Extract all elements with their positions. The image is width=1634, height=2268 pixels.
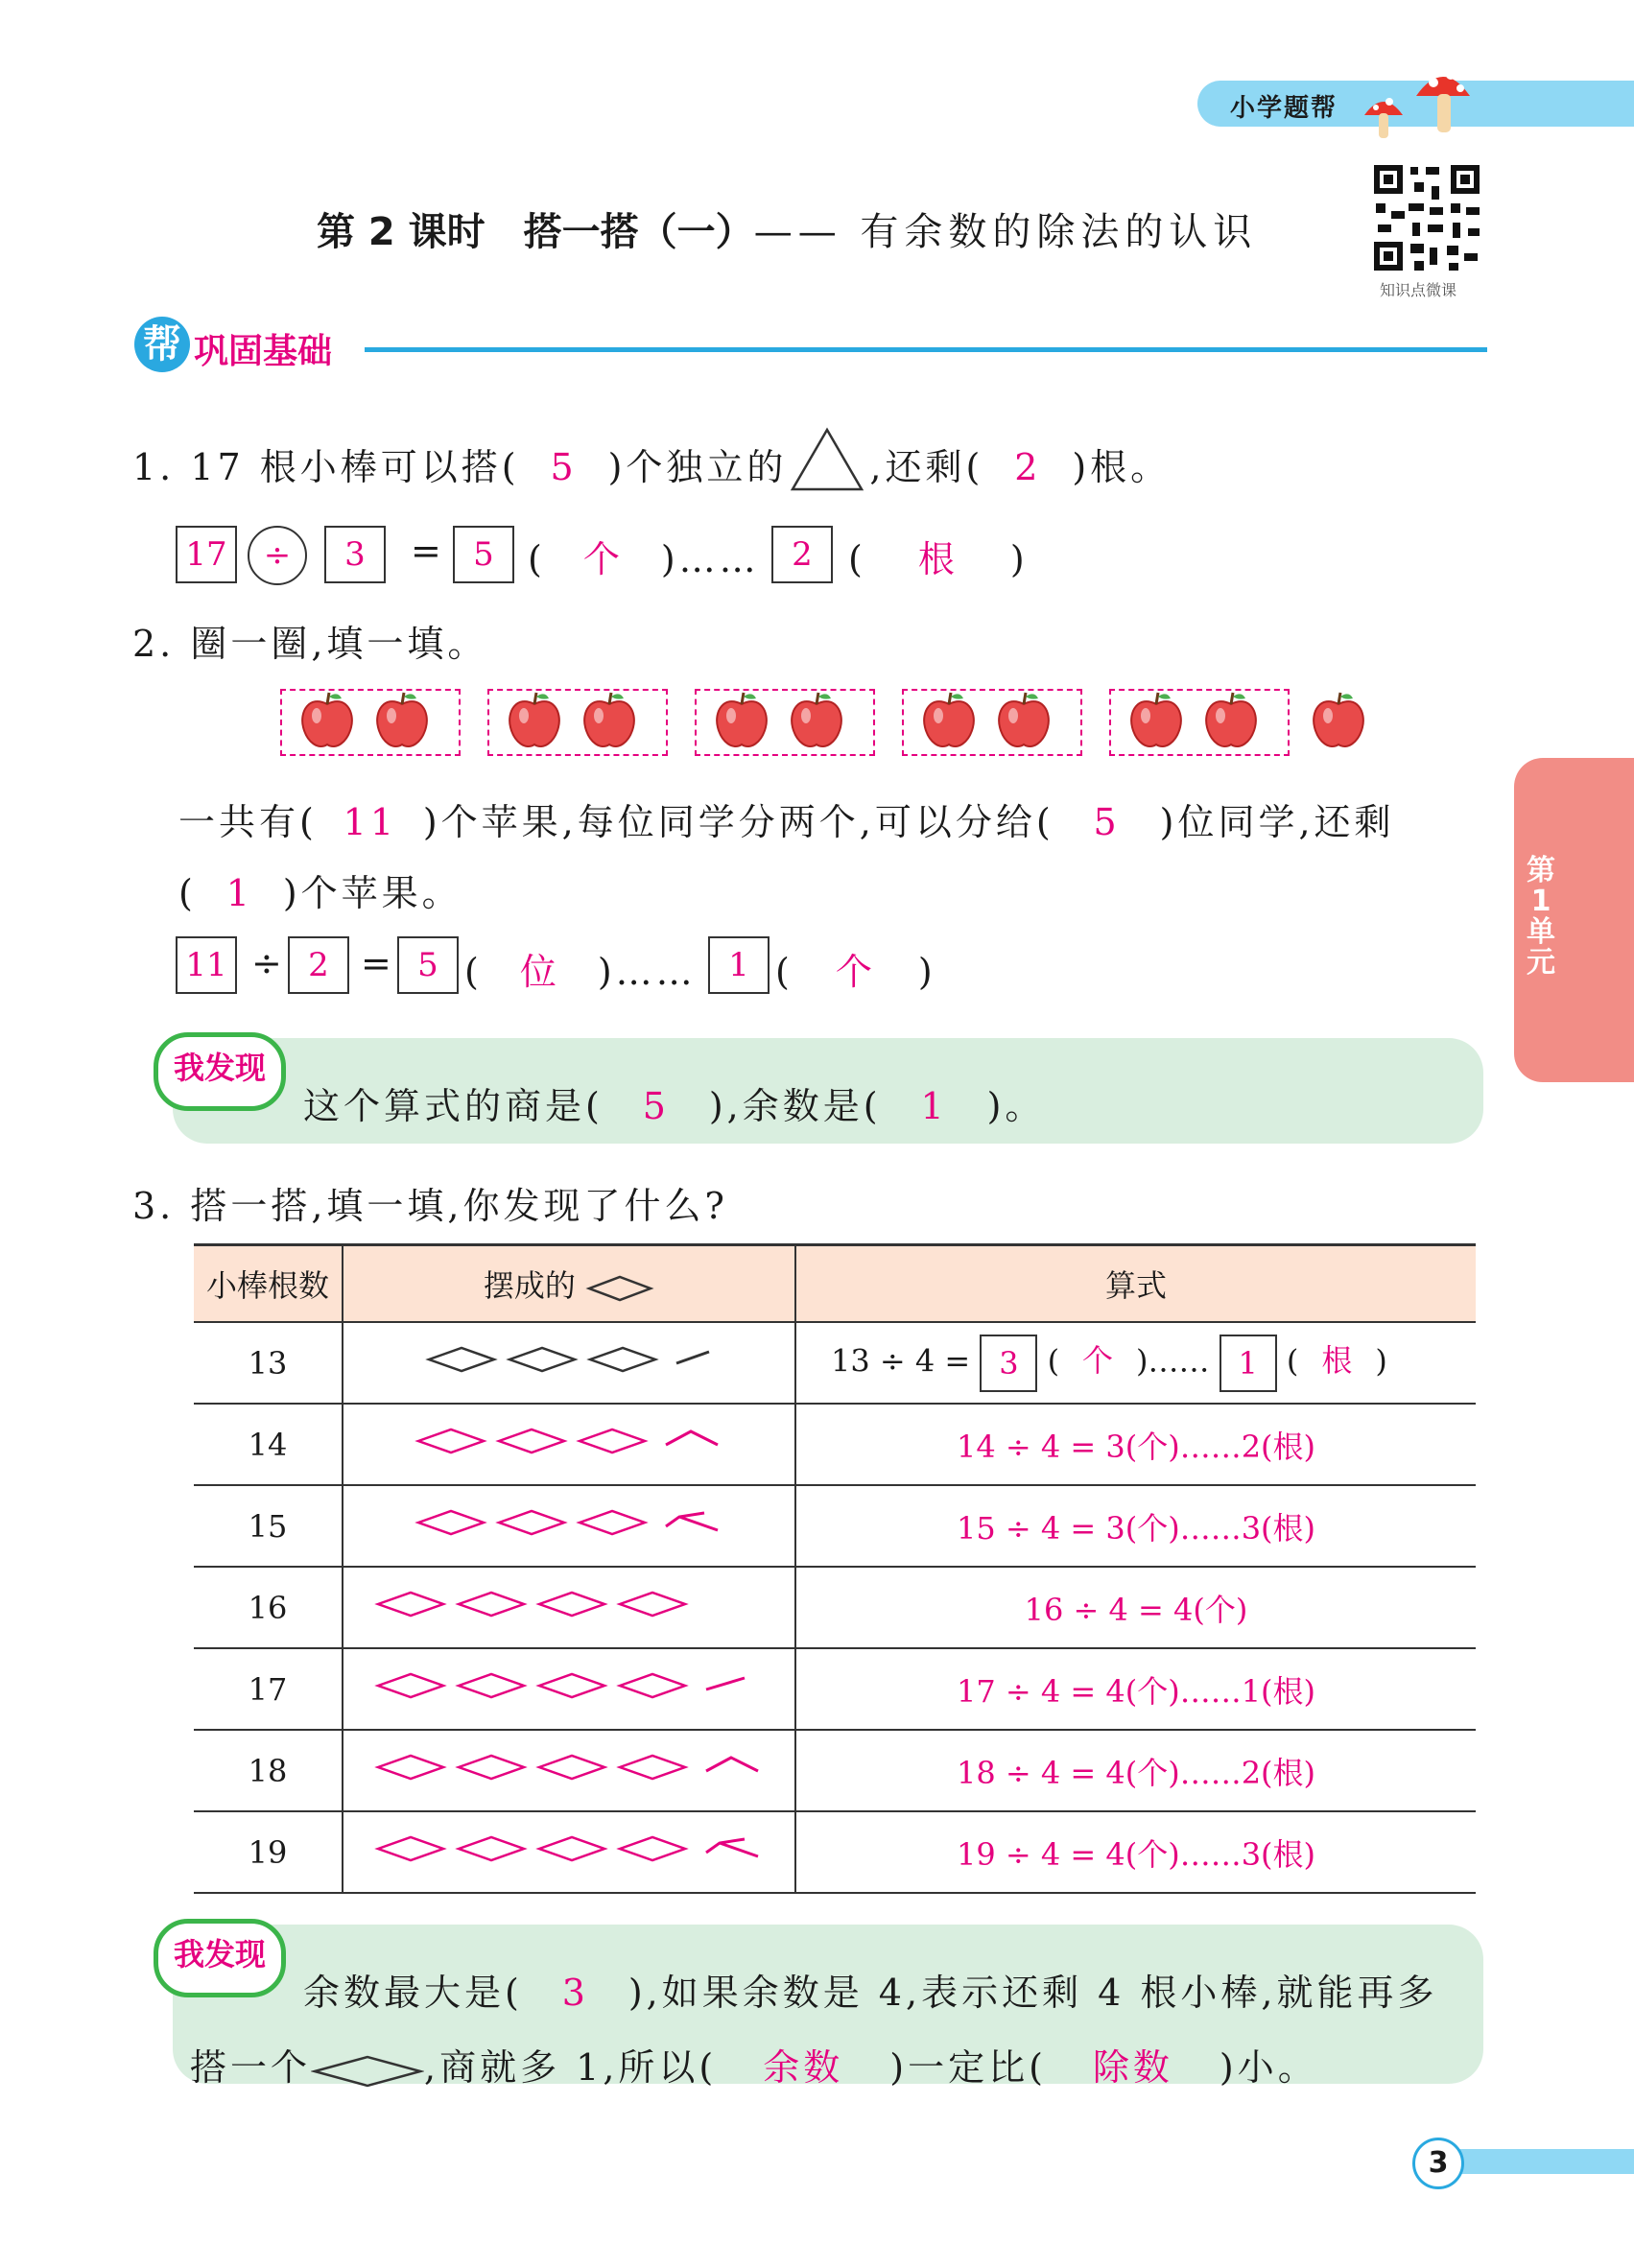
unit-side-tab-label: 第1单元 bbox=[1527, 854, 1555, 980]
row-shapes bbox=[343, 1404, 795, 1485]
q1-text: 1. 17 根小棒可以搭( 5 )个独立的 ,还剩( 2 )根。 bbox=[132, 446, 1172, 488]
discover-badge-2: 我发现 bbox=[154, 1919, 286, 1997]
row-formula: 15 ÷ 4 = 3(个)……3(根) bbox=[795, 1485, 1476, 1567]
section-title: 巩固基础 bbox=[194, 332, 333, 371]
row-shapes bbox=[343, 1567, 795, 1648]
row-shapes bbox=[343, 1485, 795, 1567]
rhombus-row bbox=[414, 1422, 723, 1460]
header-formula: 算式 bbox=[795, 1245, 1476, 1323]
q2-line1: 一共有( 11 )个苹果,每位同学分两个,可以分给( 5 )位同学,还剩 bbox=[178, 801, 1395, 843]
apple-icon bbox=[581, 691, 637, 746]
q2-title: 2. 圈一圈,填一填。 bbox=[132, 623, 488, 665]
q1-equals: = bbox=[411, 530, 445, 572]
apple-icon bbox=[1128, 691, 1184, 746]
rhombus-row-13 bbox=[425, 1340, 713, 1379]
mushroom-icon bbox=[1357, 58, 1472, 144]
table-row bbox=[194, 1648, 1476, 1730]
row-count: 18 bbox=[194, 1730, 343, 1811]
discover1-quotient: 5 bbox=[642, 1085, 670, 1127]
row-formula: 17 ÷ 4 = 4(个)……1(根) bbox=[795, 1648, 1476, 1730]
q2-answer-left: 1 bbox=[225, 872, 253, 914]
lesson-title bbox=[317, 201, 1257, 256]
q2-operator: ÷ bbox=[251, 942, 286, 984]
q2-answer-students: 5 bbox=[1093, 801, 1121, 843]
header-shape: 摆成的 bbox=[343, 1245, 795, 1323]
row-count: 19 bbox=[194, 1811, 343, 1893]
table-row bbox=[194, 1811, 1476, 1893]
q1-divisor-box[interactable]: 3 bbox=[324, 526, 386, 583]
q1-answer-count: 5 bbox=[550, 446, 578, 488]
table-row bbox=[194, 1404, 1476, 1485]
header-sticks: 小棒根数 bbox=[194, 1245, 343, 1323]
q2-dividend-box[interactable]: 11 bbox=[176, 936, 237, 994]
discover-badge-1: 我发现 bbox=[154, 1032, 286, 1111]
row-shapes bbox=[343, 1322, 795, 1404]
table-row bbox=[194, 1567, 1476, 1648]
q2-unit2: ( 个 ) bbox=[775, 951, 936, 993]
rhombus-icon bbox=[585, 1274, 654, 1303]
table-row bbox=[194, 1485, 1476, 1567]
row-count: 14 bbox=[194, 1404, 343, 1485]
row1-quotient-box[interactable]: 3 bbox=[980, 1335, 1037, 1392]
row1-remainder-box[interactable]: 1 bbox=[1220, 1335, 1277, 1392]
q2-quotient-box[interactable]: 5 bbox=[397, 936, 459, 994]
row-formula: 14 ÷ 4 = 3(个)……2(根) bbox=[795, 1404, 1476, 1485]
q3-title: 3. 搭一搭,填一填,你发现了什么? bbox=[132, 1185, 728, 1227]
discover2-max-remainder: 3 bbox=[561, 1972, 589, 2014]
q1-remainder-box[interactable]: 2 bbox=[771, 526, 833, 583]
qr-code-icon[interactable] bbox=[1370, 161, 1483, 274]
rhombus-row bbox=[374, 1666, 764, 1705]
rhombus-icon bbox=[311, 2053, 424, 2090]
apple-icon bbox=[507, 691, 562, 746]
q2-answer-total: 11 bbox=[343, 801, 397, 843]
discover2-remainder-word: 余数 bbox=[763, 2046, 844, 2089]
row-count: 17 bbox=[194, 1648, 343, 1730]
q1-quotient-box[interactable]: 5 bbox=[453, 526, 514, 583]
page-number: 3 bbox=[1412, 2138, 1464, 2189]
table-header-row bbox=[194, 1245, 1476, 1323]
row-count: 15 bbox=[194, 1485, 343, 1567]
row-count: 13 bbox=[194, 1322, 343, 1404]
row-formula: 16 ÷ 4 = 4(个) bbox=[795, 1567, 1476, 1648]
q1-unit1: ( 个 )…… bbox=[528, 538, 760, 580]
q2-divisor-box[interactable]: 2 bbox=[288, 936, 349, 994]
q2-unit1: ( 位 )…… bbox=[464, 951, 697, 993]
rhombus-row bbox=[374, 1830, 764, 1868]
rhombus-row bbox=[374, 1585, 764, 1623]
discover-text-1: 这个算式的商是( 5 ),余数是( 1 )。 bbox=[303, 1085, 1046, 1127]
apple-icon bbox=[714, 691, 770, 746]
q2-remainder-box[interactable]: 1 bbox=[708, 936, 770, 994]
q1-answer-left: 2 bbox=[1014, 446, 1042, 488]
q1-operator-circle[interactable]: ÷ bbox=[248, 526, 307, 585]
rhombus-row bbox=[414, 1503, 723, 1542]
apple-icon bbox=[789, 691, 844, 746]
table-row bbox=[194, 1730, 1476, 1811]
discover-text-2a: 余数最大是( 3 ),如果余数是 4,表示还剩 4 根小棒,就能再多 bbox=[303, 1972, 1438, 2014]
row-formula: 18 ÷ 4 = 4(个)……2(根) bbox=[795, 1730, 1476, 1811]
q2-line2: ( 1 )个苹果。 bbox=[178, 872, 462, 914]
row-shapes bbox=[343, 1730, 795, 1811]
table-row bbox=[194, 1322, 1476, 1404]
apple-icon bbox=[921, 691, 977, 746]
q2-equals: = bbox=[361, 942, 395, 984]
lesson-title-sub: —— 有余数的除法的认识 bbox=[753, 210, 1258, 254]
apple-icon bbox=[996, 691, 1052, 746]
rhombus-row bbox=[374, 1748, 764, 1786]
brand-label: 小学题帮 bbox=[1230, 94, 1338, 123]
discover2-divisor-word: 除数 bbox=[1092, 2046, 1173, 2089]
apple-icon bbox=[1311, 691, 1366, 746]
q1-unit2: ( 根 ) bbox=[848, 538, 1029, 580]
q1-dividend-box[interactable]: 17 bbox=[176, 526, 237, 583]
discover1-remainder: 1 bbox=[920, 1085, 948, 1127]
apple-icon bbox=[1203, 691, 1259, 746]
apple-icon bbox=[299, 691, 355, 746]
page-number-bar bbox=[1437, 2149, 1634, 2174]
discover-text-2b: 搭一个 ,商就多 1,所以( 余数 )一定比( 除数 )小。 bbox=[190, 2038, 1318, 2091]
row-count: 16 bbox=[194, 1567, 343, 1648]
section-divider bbox=[365, 347, 1487, 352]
row-formula: 13 ÷ 4 = 3 ( 个 )…… 1 ( 根 ) bbox=[795, 1322, 1476, 1404]
sticks-table bbox=[194, 1243, 1476, 1894]
section-badge: 帮 bbox=[134, 317, 190, 372]
row-formula: 19 ÷ 4 = 4(个)……3(根) bbox=[795, 1811, 1476, 1893]
apple-icon bbox=[374, 691, 430, 746]
lesson-title-main: 第 2 课时 搭一搭（一） bbox=[317, 210, 754, 254]
triangle-icon bbox=[789, 426, 865, 493]
row-shapes bbox=[343, 1648, 795, 1730]
qr-caption: 知识点微课 bbox=[1380, 281, 1457, 299]
row-shapes bbox=[343, 1811, 795, 1893]
